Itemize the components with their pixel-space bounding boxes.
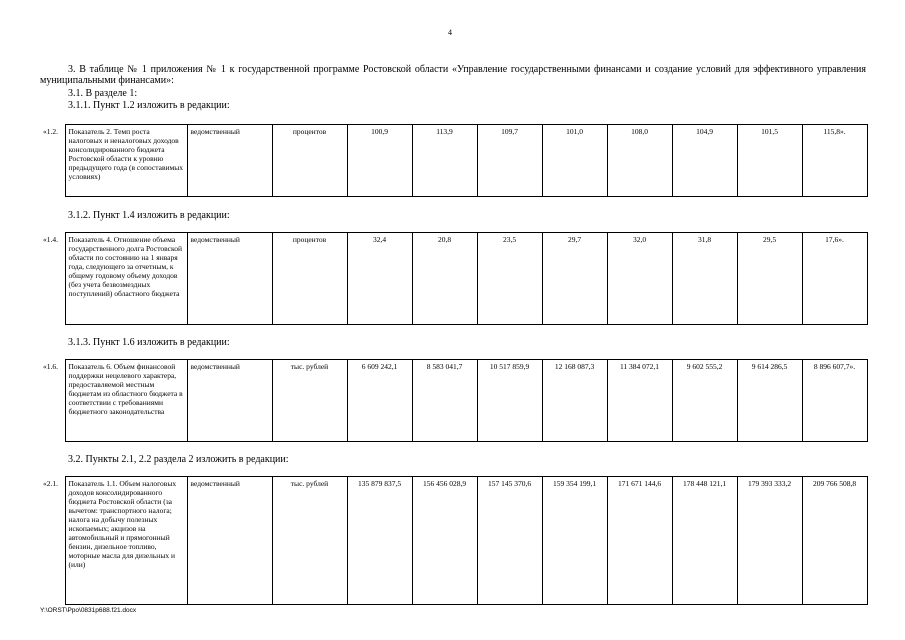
- section-heading-3-1-3: 3.1.3. Пункт 1.6 изложить в редакции:: [68, 337, 230, 348]
- indicator-name: Показатель 2. Темп роста налоговых и неналоговых доходов консолидированного бюджета Ростовской области к уровню предыдущего года (в сопоставимых условиях): [65, 125, 187, 197]
- table-row: [40, 477, 867, 605]
- unit: тыс. рублей: [272, 477, 347, 605]
- row-number: «1.4.: [43, 234, 58, 244]
- table-point-1-4: [40, 232, 868, 325]
- value-cell: 23,5: [477, 233, 542, 325]
- indicator-name: Показатель 6. Объем финансовой поддержки нецелевого характера, предоставляемой местным бюджетам из областного бюджета в соответствии с требованиями бюджетного законодательства: [65, 360, 187, 442]
- indicator-name: Показатель 1.1. Объем налоговых доходов консолидированного бюджета Ростовской области (за вычетом: транспортного налога; налога на добычу полезных ископаемых; акцизов на автомобильный и прямогонный бензин, дизельное топливо, моторные масла для дизельных и (или): [65, 477, 187, 605]
- intro-paragraph: 3. В таблице № 1 приложения № 1 к государственной программе Ростовской области «Управление государственными финансами и создание условий для эффективного управления муниципальными финансами»:: [40, 64, 866, 86]
- value-cell: 104,9: [672, 125, 737, 197]
- table-point-1-6: [40, 359, 868, 442]
- value-cell: 9 602 555,2: [672, 360, 737, 442]
- value-cell: 8 896 607,7».: [802, 360, 867, 442]
- row-number: «1.6.: [43, 361, 58, 371]
- unit: процентов: [272, 125, 347, 197]
- footer-file-path: Y:\ORST\Ppo\0831p688.f21.docx: [40, 607, 137, 614]
- table-point-2-1: [40, 476, 868, 605]
- indicator-type: ведомственный: [187, 477, 272, 605]
- value-cell: 32,0: [607, 233, 672, 325]
- value-cell: 17,6».: [802, 233, 867, 325]
- value-cell: 101,5: [737, 125, 802, 197]
- table-row: [40, 125, 867, 197]
- value-cell: 10 517 859,9: [477, 360, 542, 442]
- value-cell: 135 879 837,5: [347, 477, 412, 605]
- value-cell: 109,7: [477, 125, 542, 197]
- value-cell: 115,8».: [802, 125, 867, 197]
- unit: процентов: [272, 233, 347, 325]
- value-cell: 209 766 508,8: [802, 477, 867, 605]
- value-cell: 100,9: [347, 125, 412, 197]
- value-cell: 9 614 286,5: [737, 360, 802, 442]
- value-cell: 20,8: [412, 233, 477, 325]
- row-number: «1.2.: [43, 126, 58, 136]
- section-heading-3-1-1: 3.1.1. Пункт 1.2 изложить в редакции:: [68, 100, 230, 111]
- value-cell: 156 456 028,9: [412, 477, 477, 605]
- value-cell: 113,9: [412, 125, 477, 197]
- indicator-type: ведомственный: [187, 125, 272, 197]
- value-cell: 12 168 087,3: [542, 360, 607, 442]
- indicator-type: ведомственный: [187, 360, 272, 442]
- value-cell: 29,5: [737, 233, 802, 325]
- indicator-type: ведомственный: [187, 233, 272, 325]
- value-cell: 108,0: [607, 125, 672, 197]
- value-cell: 159 354 199,1: [542, 477, 607, 605]
- row-number: «2.1.: [43, 478, 58, 488]
- value-cell: 171 671 144,6: [607, 477, 672, 605]
- value-cell: 11 384 072,1: [607, 360, 672, 442]
- value-cell: 29,7: [542, 233, 607, 325]
- value-cell: 157 145 370,6: [477, 477, 542, 605]
- section-heading-3-2: 3.2. Пункты 2.1, 2.2 раздела 2 изложить в редакции:: [68, 454, 289, 465]
- table-row: [40, 233, 867, 325]
- page-number: 4: [448, 28, 452, 37]
- unit: тыс. рублей: [272, 360, 347, 442]
- indicator-name: Показатель 4. Отношение объема государственного долга Ростовской области по состоянию на 1 января года, следующего за отчетным, к общему годовому объему доходов (без учета безвозмездных поступлений) областного бюджета: [65, 233, 187, 325]
- section-heading-3-1-2: 3.1.2. Пункт 1.4 изложить в редакции:: [68, 210, 230, 221]
- value-cell: 179 393 333,2: [737, 477, 802, 605]
- value-cell: 178 448 121,1: [672, 477, 737, 605]
- value-cell: 101,0: [542, 125, 607, 197]
- value-cell: 8 583 041,7: [412, 360, 477, 442]
- value-cell: 31,8: [672, 233, 737, 325]
- section-heading-3-1: 3.1. В разделе 1:: [68, 88, 138, 99]
- value-cell: 32,4: [347, 233, 412, 325]
- value-cell: 6 609 242,1: [347, 360, 412, 442]
- table-point-1-2: [40, 124, 868, 197]
- table-row: [40, 360, 867, 442]
